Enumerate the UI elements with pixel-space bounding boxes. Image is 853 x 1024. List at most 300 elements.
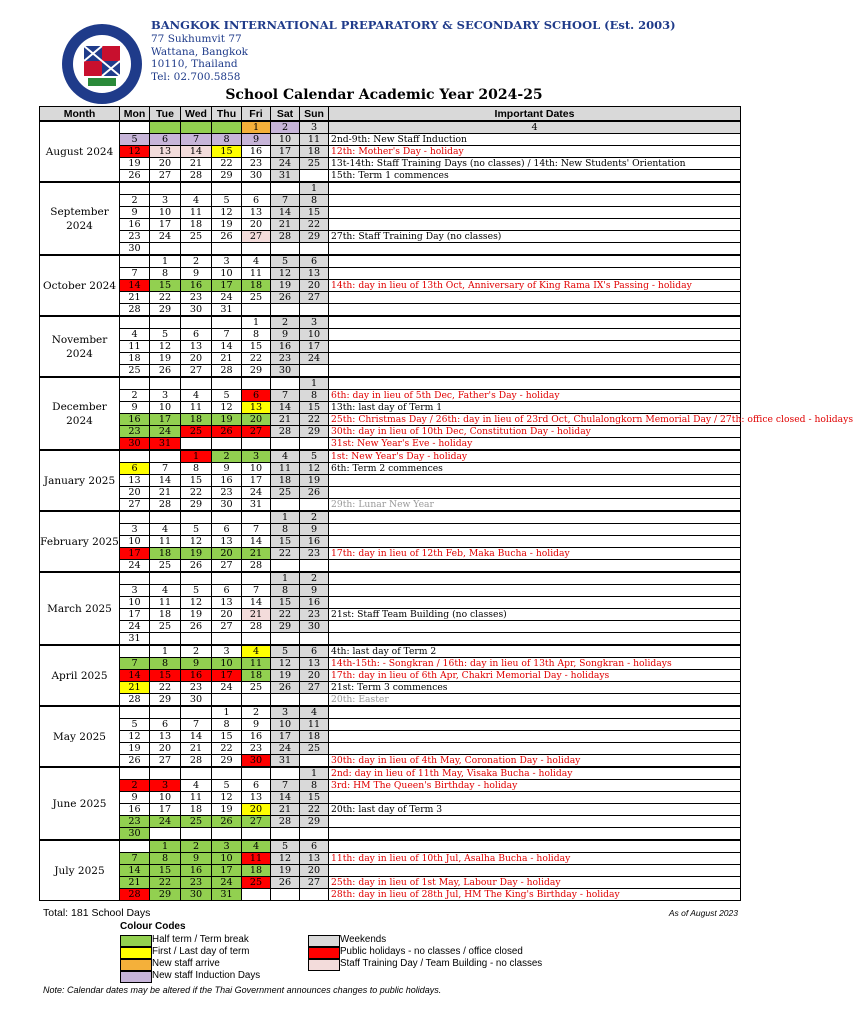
month-name: July 2025 [40,840,120,901]
day-cell: 9 [300,585,329,597]
day-cell: 13 [300,853,329,865]
day-cell: 18 [181,414,212,426]
day-cell: 8 [271,524,300,536]
day-cell: 27 [212,621,242,633]
important-date: 27th: Staff Training Day (no classes) [329,231,741,243]
day-cell: 14 [271,792,300,804]
day-cell: 25 [300,158,329,170]
day-cell: 20 [242,219,271,231]
week-row [40,158,741,170]
day-cell [300,170,329,183]
week-row [40,645,741,658]
week-row [40,463,741,475]
important-date [329,865,741,877]
day-cell: 27 [242,816,271,828]
month-name: October 2024 [40,255,120,316]
legend-swatch [120,959,152,971]
day-cell: 10 [212,853,242,865]
day-cell [120,255,150,268]
day-cell: 18 [300,731,329,743]
day-cell: 27 [242,426,271,438]
important-date [329,365,741,378]
day-cell [150,767,181,780]
column-header: Mon [120,107,150,122]
day-cell: 30 [242,755,271,768]
day-cell [181,316,212,329]
day-cell: 13 [300,268,329,280]
month-name: May 2025 [40,706,120,767]
day-cell: 31 [271,170,300,183]
day-cell: 20 [120,487,150,499]
day-cell: 24 [150,426,181,438]
day-cell: 7 [120,853,150,865]
day-cell: 28 [242,560,271,573]
day-cell: 11 [150,597,181,609]
day-cell: 27 [300,877,329,889]
week-row [40,706,741,719]
day-cell: 23 [242,158,271,170]
day-cell: 11 [181,792,212,804]
week-row [40,170,741,183]
day-cell: 12 [120,146,150,158]
day-cell: 25 [181,816,212,828]
day-cell [212,828,242,841]
day-cell: 16 [300,597,329,609]
important-date: 14th: day in lieu of 13th Oct, Anniversary of King Rama IX's Passing - holiday [329,280,741,292]
legend-swatch [308,947,340,959]
important-date [329,316,741,329]
day-cell: 14 [271,402,300,414]
week-row [40,560,741,573]
day-cell: 23 [242,743,271,755]
month-name: April 2025 [40,645,120,706]
day-cell: 9 [181,658,212,670]
day-cell: 7 [181,134,212,146]
day-cell: 22 [212,158,242,170]
day-cell [120,182,150,195]
day-cell: 15 [271,536,300,548]
week-row [40,609,741,621]
week-row [40,231,741,243]
calendar-body [40,121,853,901]
day-cell: 13 [120,475,150,487]
day-cell: 3 [212,645,242,658]
day-cell: 21 [242,548,271,560]
day-cell: 13 [150,731,181,743]
week-row [40,755,741,768]
day-cell: 13 [212,536,242,548]
day-cell: 23 [181,682,212,694]
day-cell: 5 [212,780,242,792]
day-cell: 27 [150,755,181,768]
week-row [40,438,741,451]
important-date [329,341,741,353]
day-cell [150,706,181,719]
day-cell: 15 [150,670,181,682]
week-row [40,792,741,804]
legend-label: Half term / Term break [152,934,249,945]
legend-swatch [308,959,340,971]
day-cell: 2 [300,572,329,585]
important-date [329,524,741,536]
day-cell: 5 [212,195,242,207]
day-cell [212,243,242,256]
day-cell: 12 [181,536,212,548]
day-cell: 4 [120,329,150,341]
day-cell: 24 [150,231,181,243]
day-cell: 24 [212,682,242,694]
day-cell [181,572,212,585]
day-cell: 11 [242,853,271,865]
day-cell: 10 [212,268,242,280]
day-cell [242,377,271,390]
day-cell: 24 [120,621,150,633]
day-cell: 3 [212,255,242,268]
day-cell: 19 [271,865,300,877]
month-name: March 2025 [40,572,120,645]
week-row [40,731,741,743]
day-cell: 29 [271,621,300,633]
day-cell [150,450,181,463]
day-cell: 2 [271,316,300,329]
day-cell: 28 [271,231,300,243]
day-cell: 10 [271,134,300,146]
day-cell: 23 [120,816,150,828]
day-cell [120,511,150,524]
day-cell: 25 [242,292,271,304]
day-cell [300,499,329,512]
week-row [40,353,741,365]
day-cell [300,365,329,378]
day-cell: 7 [271,195,300,207]
week-row [40,658,741,670]
month-name: January 2025 [40,450,120,511]
page-header [60,14,760,94]
day-cell: 17 [212,865,242,877]
week-row [40,134,741,146]
day-cell: 15 [300,207,329,219]
day-cell: 2 [300,511,329,524]
day-cell: 4 [242,840,271,853]
column-header: Thu [212,107,242,122]
day-cell: 27 [242,231,271,243]
day-cell: 28 [150,499,181,512]
day-cell: 12 [120,731,150,743]
day-cell: 2 [181,840,212,853]
day-cell: 1 [181,450,212,463]
day-cell: 8 [242,329,271,341]
day-cell: 22 [150,682,181,694]
day-cell [212,121,242,134]
month-name: November 2024 [40,316,120,377]
day-cell: 22 [150,877,181,889]
day-cell: 8 [300,390,329,402]
day-cell: 7 [120,658,150,670]
day-cell: 29 [150,694,181,707]
day-cell: 30 [120,828,150,841]
day-cell: 6 [181,329,212,341]
day-cell: 31 [271,755,300,768]
total-school-days: Total: 181 School Days [43,907,151,919]
day-cell: 3 [120,524,150,536]
day-cell [150,121,181,134]
month-name: August 2024 [40,121,120,182]
important-date [329,536,741,548]
day-cell [212,572,242,585]
week-row [40,828,741,841]
day-cell: 3 [271,706,300,719]
day-cell [120,450,150,463]
day-cell: 5 [271,255,300,268]
legend-swatch [120,947,152,959]
week-row [40,426,741,438]
day-cell: 9 [242,134,271,146]
day-cell: 20 [242,414,271,426]
day-cell: 1 [300,377,329,390]
day-cell [300,304,329,317]
day-cell: 19 [212,804,242,816]
day-cell: 19 [150,353,181,365]
day-cell: 14 [150,475,181,487]
day-cell: 4 [271,450,300,463]
day-cell: 7 [212,329,242,341]
week-row [40,853,741,865]
day-cell: 28 [242,621,271,633]
day-cell: 9 [271,329,300,341]
day-cell: 7 [242,585,271,597]
month-name: February 2025 [40,511,120,572]
day-cell [271,767,300,780]
day-cell: 24 [271,743,300,755]
school-address [151,33,248,83]
important-date: 30th: day in lieu of 10th Dec, Constitution Day - holiday [329,426,741,438]
week-row [40,499,741,512]
week-row [40,536,741,548]
legend-label: New staff arrive [152,958,220,969]
day-cell: 4 [329,121,741,134]
day-cell: 1 [271,511,300,524]
day-cell: 15 [212,146,242,158]
day-cell: 20 [242,804,271,816]
important-date [329,255,741,268]
calendar-table [39,106,853,901]
day-cell: 9 [212,463,242,475]
day-cell [242,694,271,707]
day-cell: 4 [242,255,271,268]
week-row [40,524,741,536]
day-cell [300,755,329,768]
day-cell: 31 [120,633,150,646]
day-cell: 18 [181,219,212,231]
day-cell: 28 [212,365,242,378]
important-date [329,268,741,280]
day-cell: 2 [120,780,150,792]
day-cell [271,243,300,256]
day-cell: 11 [242,658,271,670]
important-date: 6th: Term 2 commences [329,463,741,475]
day-cell: 13 [181,341,212,353]
day-cell: 16 [242,731,271,743]
important-date [329,840,741,853]
day-cell [300,633,329,646]
day-cell: 11 [242,268,271,280]
day-cell [242,438,271,451]
day-cell: 17 [300,341,329,353]
footer-note: Note: Calendar dates may be altered if the Thai Government announces changes to public holidays. [43,985,442,995]
day-cell: 17 [212,280,242,292]
day-cell: 29 [300,816,329,828]
important-date [329,487,741,499]
day-cell [212,694,242,707]
day-cell: 9 [120,792,150,804]
day-cell: 20 [212,609,242,621]
day-cell [271,889,300,901]
week-row [40,694,741,707]
day-cell [271,499,300,512]
important-date: 6th: day in lieu of 5th Dec, Father's Day - holiday [329,390,741,402]
day-cell: 24 [212,877,242,889]
day-cell [212,633,242,646]
day-cell: 27 [212,560,242,573]
day-cell: 28 [120,304,150,317]
day-cell: 3 [150,390,181,402]
week-row [40,329,741,341]
important-date [329,743,741,755]
day-cell: 25 [300,743,329,755]
day-cell: 15 [271,597,300,609]
day-cell [150,828,181,841]
day-cell: 19 [271,670,300,682]
column-header: Tue [150,107,181,122]
day-cell: 22 [300,219,329,231]
day-cell: 25 [242,877,271,889]
day-cell: 13 [300,658,329,670]
day-cell [120,840,150,853]
day-cell: 12 [300,463,329,475]
day-cell: 31 [212,889,242,901]
week-row [40,621,741,633]
day-cell: 18 [181,804,212,816]
day-cell: 9 [300,524,329,536]
day-cell: 25 [150,621,181,633]
day-cell [300,694,329,707]
day-cell [242,572,271,585]
day-cell: 12 [271,268,300,280]
day-cell: 7 [150,463,181,475]
day-cell: 23 [120,426,150,438]
week-row [40,572,741,585]
day-cell: 17 [120,548,150,560]
important-date [329,621,741,633]
day-cell [181,828,212,841]
week-row [40,146,741,158]
day-cell: 12 [212,402,242,414]
day-cell: 16 [120,414,150,426]
month-name: December 2024 [40,377,120,450]
day-cell: 23 [181,292,212,304]
day-cell: 16 [181,670,212,682]
day-cell: 27 [120,499,150,512]
day-cell: 10 [120,536,150,548]
important-date [329,182,741,195]
day-cell: 14 [271,207,300,219]
day-cell: 9 [242,719,271,731]
week-row [40,548,741,560]
day-cell: 15 [150,865,181,877]
day-cell: 24 [212,292,242,304]
week-row [40,633,741,646]
day-cell: 21 [242,609,271,621]
day-cell: 15 [300,402,329,414]
day-cell: 6 [150,719,181,731]
day-cell: 25 [271,487,300,499]
day-cell [181,377,212,390]
day-cell: 18 [300,146,329,158]
day-cell: 28 [181,755,212,768]
day-cell: 19 [181,548,212,560]
day-cell [271,560,300,573]
important-date [329,572,741,585]
day-cell [181,438,212,451]
day-cell [300,438,329,451]
day-cell: 16 [120,804,150,816]
day-cell: 23 [120,231,150,243]
important-date [329,195,741,207]
day-cell: 17 [150,219,181,231]
day-cell: 3 [300,121,329,134]
day-cell: 29 [242,365,271,378]
day-cell: 18 [150,548,181,560]
day-cell: 28 [271,426,300,438]
day-cell: 29 [150,304,181,317]
day-cell: 30 [181,304,212,317]
week-row [40,719,741,731]
legend-label: First / Last day of term [152,946,250,957]
day-cell: 21 [120,877,150,889]
legend-label: Public holidays - no classes / office closed [340,946,523,957]
day-cell: 6 [300,255,329,268]
day-cell: 9 [181,853,212,865]
day-cell: 20 [300,670,329,682]
week-row [40,280,741,292]
week-row [40,670,741,682]
day-cell: 14 [120,865,150,877]
week-row [40,877,741,889]
day-cell: 28 [271,816,300,828]
day-cell: 27 [181,365,212,378]
day-cell: 8 [212,719,242,731]
day-cell: 14 [181,146,212,158]
week-row [40,195,741,207]
day-cell: 26 [212,231,242,243]
week-row [40,243,741,256]
day-cell: 30 [181,889,212,901]
week-row [40,414,741,426]
important-date: 21st: Staff Team Building (no classes) [329,609,741,621]
important-date: 20th: Easter [329,694,741,707]
important-date: 20th: last day of Term 3 [329,804,741,816]
week-row [40,377,741,390]
day-cell: 5 [271,840,300,853]
day-cell: 13 [242,207,271,219]
day-cell [212,182,242,195]
day-cell [242,243,271,256]
important-date [329,243,741,256]
day-cell: 31 [212,304,242,317]
day-cell: 27 [150,170,181,183]
day-cell: 30 [120,243,150,256]
important-date [329,792,741,804]
